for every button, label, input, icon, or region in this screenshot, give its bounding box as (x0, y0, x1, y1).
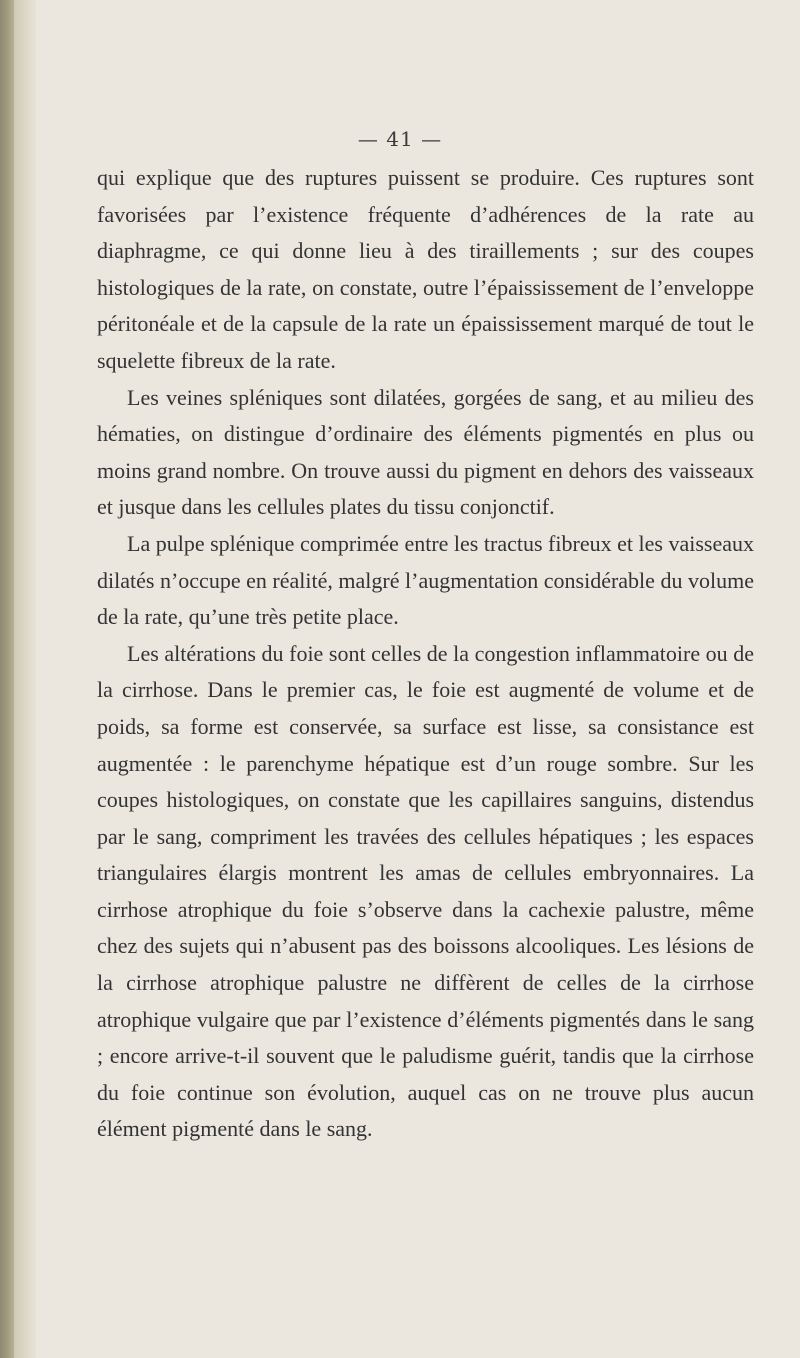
page-number: — 41 — (357, 127, 443, 151)
gutter-shadow (0, 0, 14, 1358)
page-gutter (0, 0, 36, 1358)
body-text (97, 160, 754, 1148)
paragraph-alterations-foie: Les altérations du foie sont celles de la congestion inflammatoire ou de la cirrhose. Dans le premier cas, le foie est augmenté de volume et de poids, sa forme est conservée, sa surface est lisse, sa consistance est augmentée : le parenchyme hépatique est d’un rouge sombre. Sur les coupes histologiques, on constate que les capillaires sanguins, distendus par le sang, compriment les travées des cellules hépatiques ; les espaces triangulaires élargis montrent les amas de cellules embryonnaires. La cirrhose atrophique du foie s’observe dans la cachexie palustre, même chez des sujets qui n’abusent pas des boissons alcooliques. Les lésions de la cirrhose atrophique palustre ne diffèrent de celles de la cirrhose atrophique vulgaire que par l’existence d’éléments pigmentés dans le sang ; encore arrive-t-il souvent que le paludisme guérit, tandis que la cirrhose du foie continue son évolution, auquel cas on ne trouve plus aucun élément pigmenté dans le sang. (97, 640, 754, 1142)
paragraph-pulpe-splenique: La pulpe splénique comprimée entre les tractus fibreux et les vaisseaux dilatés n’occupe en réalité, malgré l’augmentation considérable du volume de la rate, qu’une très petite place. (97, 530, 754, 630)
paragraph-rate-ruptures: qui explique que des ruptures puissent se produire. Ces ruptures sont favorisées par l’existence fréquente d’adhérences de la rate au diaphragme, ce qui donne lieu à des tiraillements ; sur des coupes histologiques de la rate, on constate, outre l’épaississement de l’enveloppe péritonéale et de la capsule de la rate un épaississement marqué de tout le squelette fibreux de la rate. (97, 165, 754, 373)
paragraph-veines-spleniques: Les veines spléniques sont dilatées, gorgées de sang, et au milieu des hématies, on distingue d’ordinaire des éléments pigmentés en plus ou moins grand nombre. On trouve aussi du pigment en dehors des vaisseaux et jusque dans les cellules plates du tissu conjonctif. (97, 384, 754, 520)
